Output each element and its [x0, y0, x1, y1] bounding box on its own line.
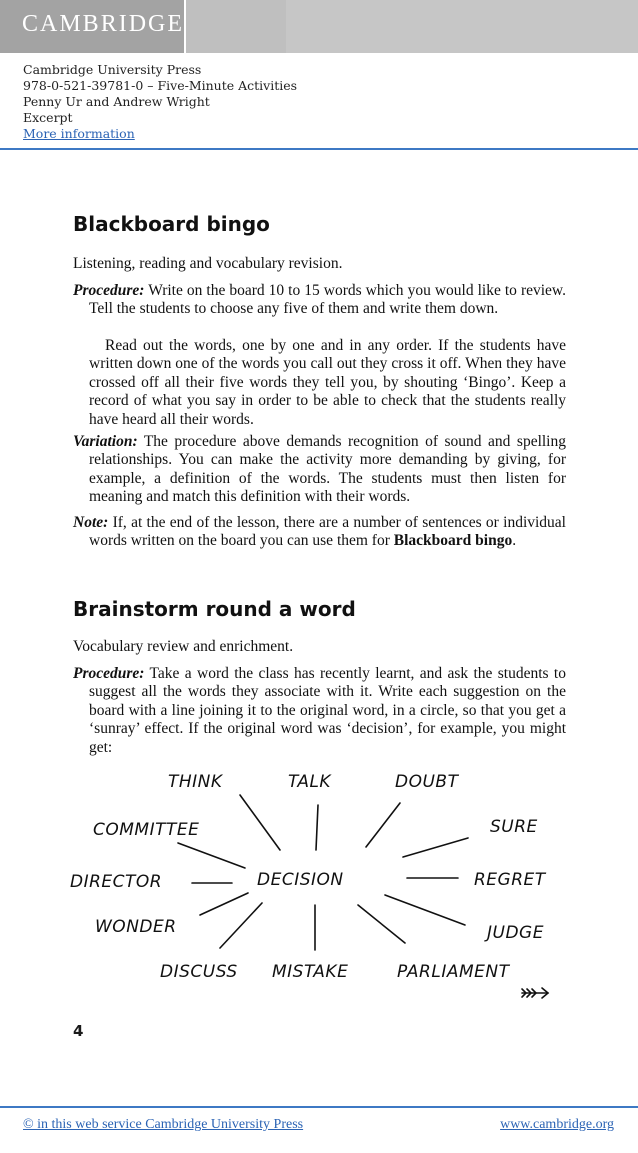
- word-doubt: DOUBT: [395, 772, 459, 792]
- word-wonder: WONDER: [95, 917, 177, 937]
- note-end: .: [512, 532, 517, 550]
- ray-talk: [316, 805, 318, 850]
- header-rule: [0, 148, 638, 150]
- ray-parliament: [358, 905, 405, 943]
- section1-procedure-cont: Read out the words, one by one and in any order. If the students have written down one of the words you call out they cross it off. When they have crossed off all their five words they tell you, by shouting ‘Bingo’. Keep a record of what you say in order to be able to check that the students really have heard all their words.: [89, 337, 566, 428]
- sunray-diagram: [60, 765, 580, 1005]
- section1-intro: Listening, reading and vocabulary revision.: [73, 255, 343, 272]
- section2-intro: Vocabulary review and enrichment.: [73, 638, 294, 655]
- word-mistake: MISTAKE: [272, 962, 349, 982]
- publisher-logo: CAMBRIDGE: [22, 11, 185, 37]
- procedure-text: Write on the board 10 to 15 words which you would like to review. Tell the students to choose any five of them and write them down.: [89, 282, 566, 318]
- variation-label: Variation:: [73, 433, 138, 450]
- word-parliament: PARLIAMENT: [397, 962, 510, 982]
- page-number: 4: [73, 1022, 84, 1040]
- ray-committee: [178, 843, 245, 868]
- footer-rule: [0, 1106, 638, 1108]
- publisher-name: Cambridge University Press: [23, 62, 202, 77]
- word-talk: TALK: [288, 772, 332, 792]
- ray-discuss: [220, 903, 262, 948]
- book-authors: Penny Ur and Andrew Wright: [23, 94, 210, 109]
- ray-sure: [403, 838, 468, 857]
- word-think: THINK: [168, 772, 223, 792]
- section1-procedure: [73, 282, 566, 319]
- copyright-link[interactable]: © in this web service Cambridge University Press: [23, 1117, 304, 1132]
- procedure-label: Procedure:: [73, 665, 145, 682]
- section-title-brainstorm: Brainstorm round a word: [73, 597, 356, 621]
- variation-text: The procedure above demands recognition of sound and spelling relationships. You can make the activity more demanding by giving, for example, a definition of the words. The students must then listen for meaning and match this definition with their words.: [89, 433, 566, 506]
- note-text: If, at the end of the lesson, there are a number of sentences or individual words written on the board you can use them for: [89, 514, 566, 550]
- header-panel: [186, 0, 286, 53]
- word-director: DIRECTOR: [70, 872, 163, 892]
- more-information-link[interactable]: More information: [23, 126, 135, 141]
- procedure-label: Procedure:: [73, 282, 145, 299]
- word-judge: JUDGE: [487, 923, 544, 943]
- section1-variation: [73, 433, 566, 507]
- section-title-blackboard-bingo: Blackboard bingo: [73, 212, 270, 236]
- ray-judge: [385, 895, 465, 925]
- website-link[interactable]: www.cambridge.org: [500, 1117, 614, 1132]
- section1-note: [73, 514, 566, 551]
- continue-arrow-icon: [520, 985, 552, 1001]
- section2-procedure: [73, 665, 566, 757]
- word-sure: SURE: [490, 817, 538, 837]
- book-meta: [23, 62, 297, 142]
- note-bold: Blackboard bingo: [393, 532, 513, 550]
- word-decision: DECISION: [257, 870, 344, 890]
- procedure-text: Take a word the class has recently learnt, and ask the students to suggest all the words they associate with it. Write each suggestion on the board with a line joining it to the original word, in a circle, so that you get a ‘sunray’ effect. If the original word was ‘decision’, for example, you might get:: [89, 665, 566, 756]
- book-isbn-title: 978-0-521-39781-0 – Five-Minute Activities: [23, 78, 298, 93]
- word-regret: REGRET: [474, 870, 546, 890]
- ray-wonder-1: [200, 893, 248, 915]
- word-discuss: DISCUSS: [160, 962, 238, 982]
- note-label: Note:: [73, 514, 109, 531]
- header-bar: [0, 0, 638, 53]
- ray-doubt: [366, 803, 400, 847]
- word-committee: COMMITTEE: [93, 820, 200, 840]
- excerpt-label: Excerpt: [23, 110, 73, 125]
- ray-think: [240, 795, 280, 850]
